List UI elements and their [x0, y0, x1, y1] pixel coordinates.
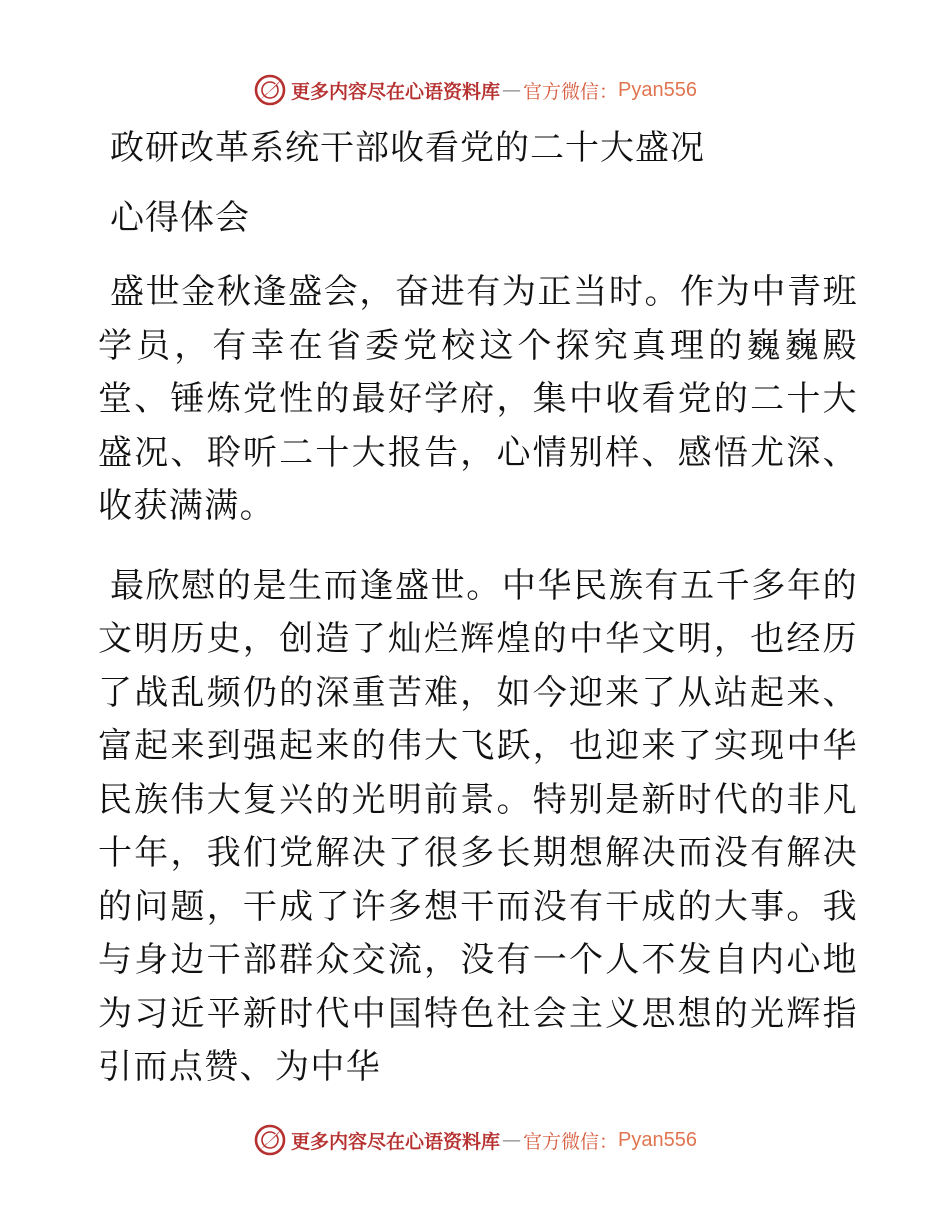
watermark-official-label: 官方微信：: [523, 1130, 619, 1153]
feather-circle-icon: [253, 73, 287, 107]
feather-circle-icon: [253, 1123, 287, 1157]
watermark-dash: —: [502, 79, 522, 101]
footer-watermark: [0, 1118, 950, 1162]
watermark-official-label: 官方微信：: [523, 80, 619, 103]
paragraph-1: 盛世金秋逢盛会，奋进有为正当时。作为中青班学员，有幸在省委党校这个探究真理的巍巍殿堂、锤炼党性的最好学府，集中收看党的二十大盛况、聆听二十大报告，心情别样、感悟尤深、收获满满。: [98, 272, 858, 526]
document-body: [98, 124, 858, 1095]
watermark-brand-text: 更多内容尽在心语资料库: [291, 1130, 501, 1153]
watermark-wechat-handle: Pyan556: [618, 78, 697, 101]
document-title-line-1: 政研改革系统干部收看党的二十大盛况: [110, 128, 705, 168]
document-title-line-2: 心得体会: [110, 198, 250, 238]
header-watermark: [0, 68, 950, 112]
paragraph-2: 最欣慰的是生而逢盛世。中华民族有五千多年的文明历史，创造了灿烂辉煌的中华文明，也经历了战乱频仍的深重苦难，如今迎来了从站起来、富起来到强起来的伟大飞跃，也迎来了实现中华民族伟大复兴的光明前景。特别是新时代的非凡十年，我们党解决了很多长期想解决而没有解决的问题，干成了许多想干而没有干成的大事。我与身边干部群众交流，没有一个人不发自内心地为习近平新时代中国特色社会主义思想的光辉指引而点赞、为中华: [98, 565, 858, 1087]
watermark-wechat-handle: Pyan556: [618, 1128, 697, 1151]
watermark-dash: —: [502, 1129, 522, 1151]
watermark-brand-text: 更多内容尽在心语资料库: [291, 80, 501, 103]
